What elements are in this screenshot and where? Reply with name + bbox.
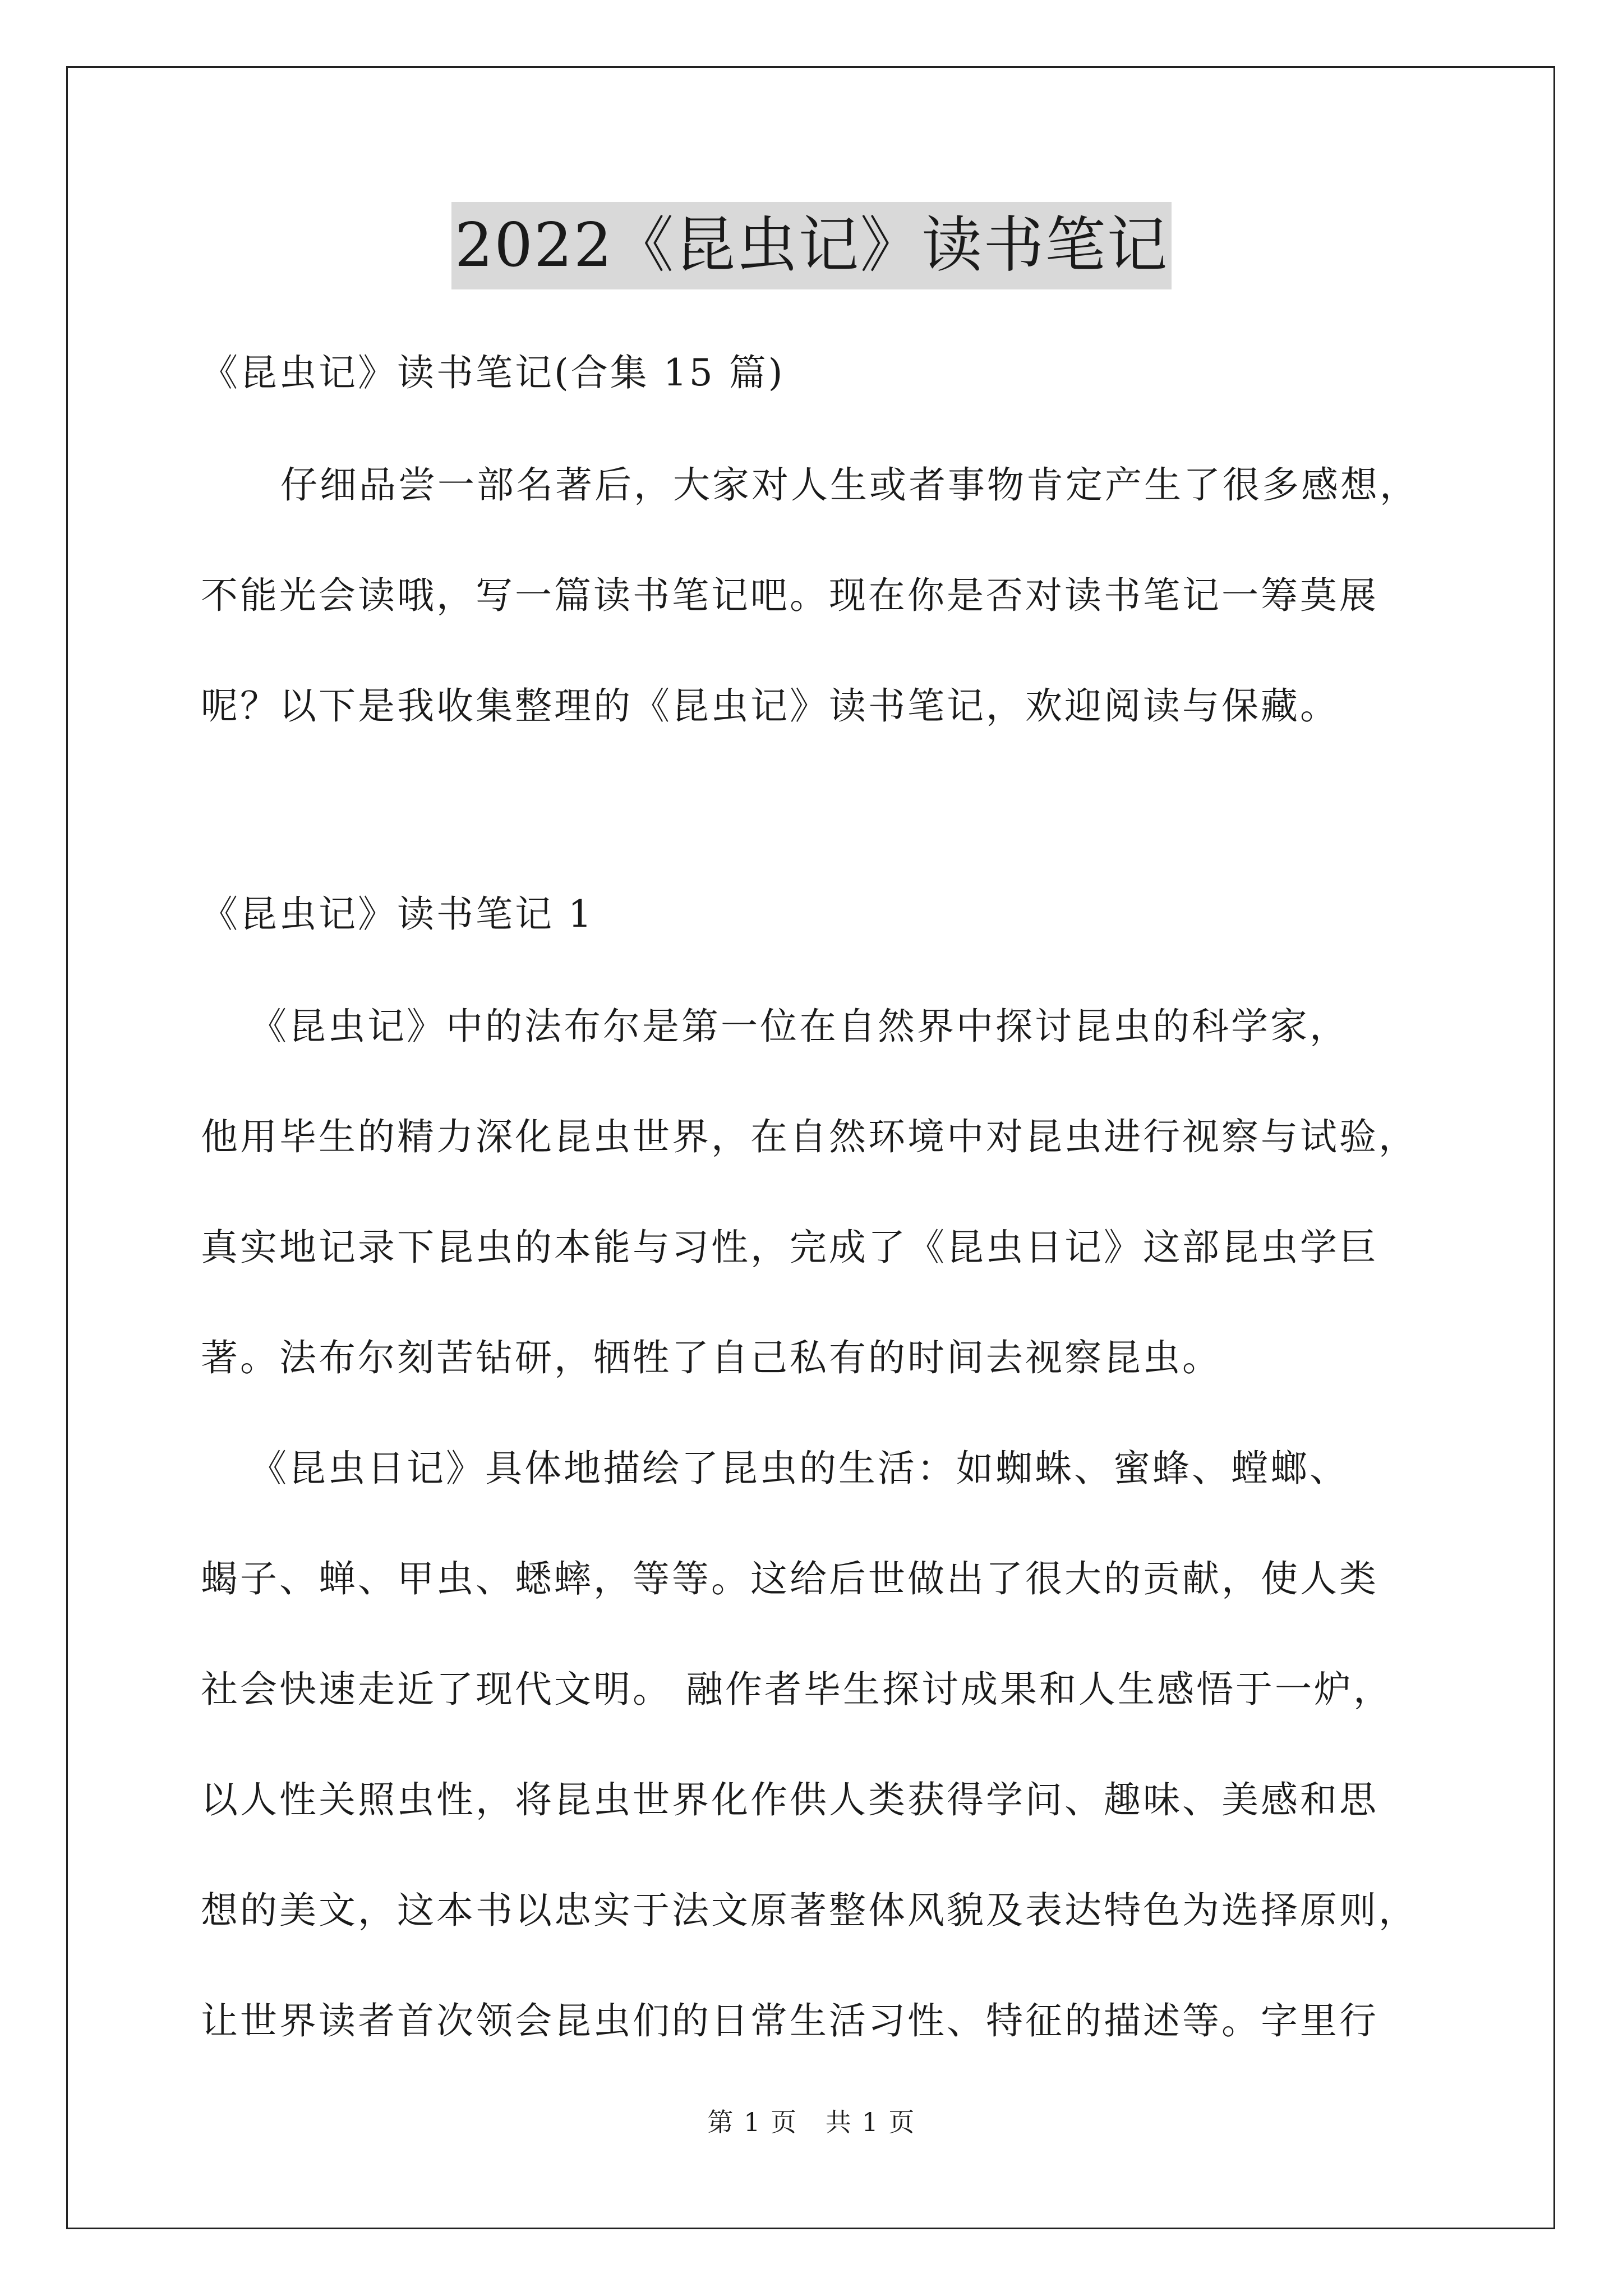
title-container <box>0 202 1623 289</box>
intro-line-3: 呢？以下是我收集整理的《昆虫记》读书笔记，欢迎阅读与保藏。 <box>201 684 1339 728</box>
section-heading: 《昆虫记》读书笔记 1 <box>201 892 594 936</box>
intro-line-1: 仔细品尝一部名著后，大家对人生或者事物肯定产生了很多感想， <box>280 463 1419 507</box>
paragraph1-line-1: 《昆虫记》中的法布尔是第一位在自然界中探讨昆虫的科学家， <box>250 1005 1349 1048</box>
paragraph1-line-2: 他用毕生的精力深化昆虫世界，在自然环境中对昆虫进行视察与试验， <box>201 1115 1418 1158</box>
paragraph2-line-6: 让世界读者首次领会昆虫们的日常生活习性、特征的描述等。字里行 <box>201 1999 1378 2042</box>
document-subtitle: 《昆虫记》读书笔记(合集 15 篇) <box>201 351 785 394</box>
page-number-footer: 第 1 页 共 1 页 <box>707 2107 916 2137</box>
paragraph2-line-2: 蝎子、蝉、甲虫、蟋蟀，等等。这给后世做出了很大的贡献，使人类 <box>201 1557 1378 1600</box>
paragraph2-line-5: 想的美文，这本书以忠实于法文原著整体风貌及表达特色为选择原则， <box>201 1889 1418 1932</box>
paragraph2-line-1: 《昆虫日记》具体地描绘了昆虫的生活：如蜘蛛、蜜蜂、螳螂、 <box>250 1447 1349 1490</box>
paragraph2-line-3: 社会快速走近了现代文明。 融作者毕生探讨成果和人生感悟于一炉， <box>201 1668 1393 1711</box>
paragraph1-line-4: 著。法布尔刻苦钻研，牺牲了自己私有的时间去视察昆虫。 <box>201 1336 1221 1379</box>
intro-line-2: 不能光会读哦，写一篇读书笔记吧。现在你是否对读书笔记一筹莫展 <box>201 574 1378 617</box>
paragraph2-line-4: 以人性关照虫性，将昆虫世界化作供人类获得学问、趣味、美感和思 <box>201 1778 1378 1821</box>
paragraph1-line-3: 真实地记录下昆虫的本能与习性，完成了《昆虫日记》这部昆虫学巨 <box>201 1226 1378 1269</box>
document-title: 2022《昆虫记》读书笔记 <box>451 202 1172 289</box>
